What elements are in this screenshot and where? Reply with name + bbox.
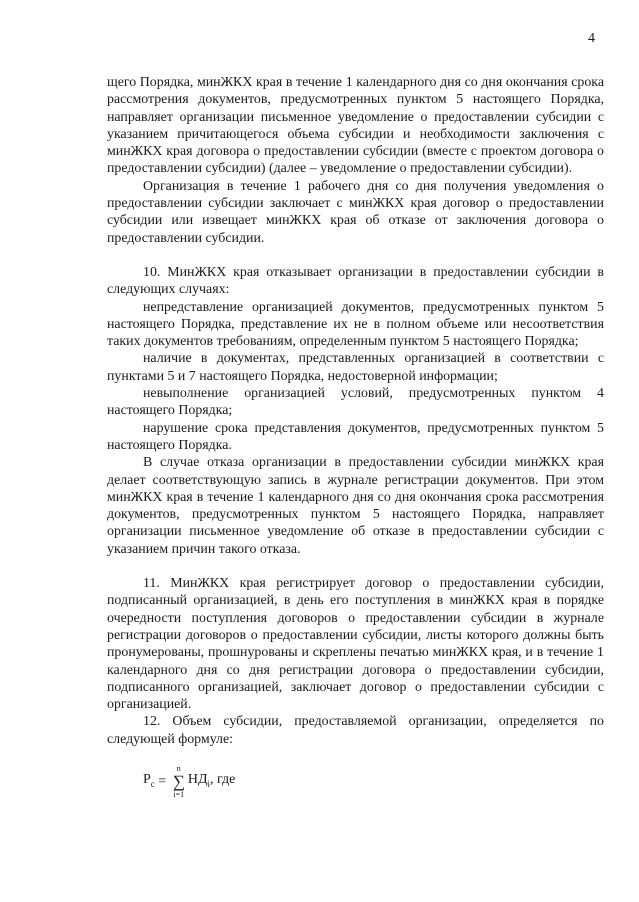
- sigma-icon: ∑: [172, 772, 185, 792]
- paragraph-refusal-reason-2: наличие в документах, представленных организацией в соответствии с пунктами 5 и 7 настоящего Порядка, недостоверной информации;: [107, 351, 604, 384]
- subsidy-formula: [143, 762, 604, 802]
- paragraph-gap: [107, 247, 604, 264]
- paragraph-refusal-reason-3: невыполнение организацией условий, предусмотренных пунктом 4 настоящего Порядка;: [107, 386, 604, 419]
- summation-sign: [173, 764, 185, 799]
- formula-rhs-subscript: i: [207, 778, 211, 789]
- formula-equals: =: [154, 774, 170, 790]
- sum-lower-limit: i=1: [173, 790, 185, 800]
- formula-rhs: [188, 771, 236, 793]
- formula-lhs-base: Р: [143, 771, 151, 787]
- formula-lhs-subscript: с: [150, 778, 155, 789]
- paragraph-item-10: 10. МинЖКХ края отказывает организации в предоставлении субсидии в следующих случаях:: [107, 264, 604, 298]
- formula-rhs-tail: , где: [210, 771, 236, 787]
- page-number: 4: [588, 31, 595, 46]
- paragraph-refusal-reason-1: непредставление организацией документов, предусмотренных пунктом 5 настоящего Порядка, представление их не в полном объеме или несоответствия таких документов требованиям, определенным пунктом 5 настоящего Порядка;: [107, 299, 604, 350]
- paragraph-item-11: 11. МинЖКХ края регистрирует договор о предоставлении субсидии, подписанный организацией, в день его поступления в минЖКХ края в порядке очередности поступления договоров о предоставлении субсидии в журнале регистрации договоров о предоставлении субсидии, листы которого должны быть пронумерованы, прошнурованы и скреплены печатью минЖКХ края, и в течение 1 календарного дня со дня регистрации договора о предоставлении субсидии, подписанного организацией, заключает договор о предоставлении субсидии с организацией.: [107, 576, 604, 713]
- paragraph-refusal-reason-4: нарушение срока представления документов, предусмотренных пунктом 5 настоящего Порядка.: [107, 420, 604, 453]
- paragraph-refusal-procedure: В случае отказа организации в предоставлении субсидии минЖКХ края делает соответствующую запись в журнале регистрации документов. При этом минЖКХ края в течение 1 календарного дня со дня окончания срока рассмотрения документов, предусмотренных пунктом 5 настоящего Порядка, направляет организации письменное уведомление об отказе в предоставлении субсидии с указанием причин такого отказа.: [107, 455, 604, 557]
- paragraph-contract-signing: Организация в течение 1 рабочего дня со дня получения уведомления о предоставлении субсидии заключает с минЖКХ края договор о предоставлении субсидии или извещает минЖКХ края об отказе от заключения договора о предоставлении субсидии.: [107, 178, 604, 246]
- formula-lhs: [143, 771, 155, 793]
- formula-rhs-base: НД: [187, 771, 208, 787]
- sum-upper-limit: n: [176, 764, 181, 774]
- paragraph-item-12: 12. Объем субсидии, предоставляемой организации, определяется по следующей формуле:: [107, 714, 604, 747]
- paragraph-continuation: щего Порядка, минЖКХ края в течение 1 календарного дня со дня окончания срока рассмотрения документов, предусмотренных пунктом 5 настоящего Порядка, направляет организации письменное уведомление о предоставлении субсидии с указанием причитающегося объема субсидии и необходимости заключения с минЖКХ края договора о предоставлении субсидии (вместе с проектом договора о предоставлении субсидии) (далее – уведомление о предоставлении субсидии).: [107, 75, 604, 177]
- paragraph-gap: [107, 558, 604, 575]
- document-body: [107, 74, 604, 802]
